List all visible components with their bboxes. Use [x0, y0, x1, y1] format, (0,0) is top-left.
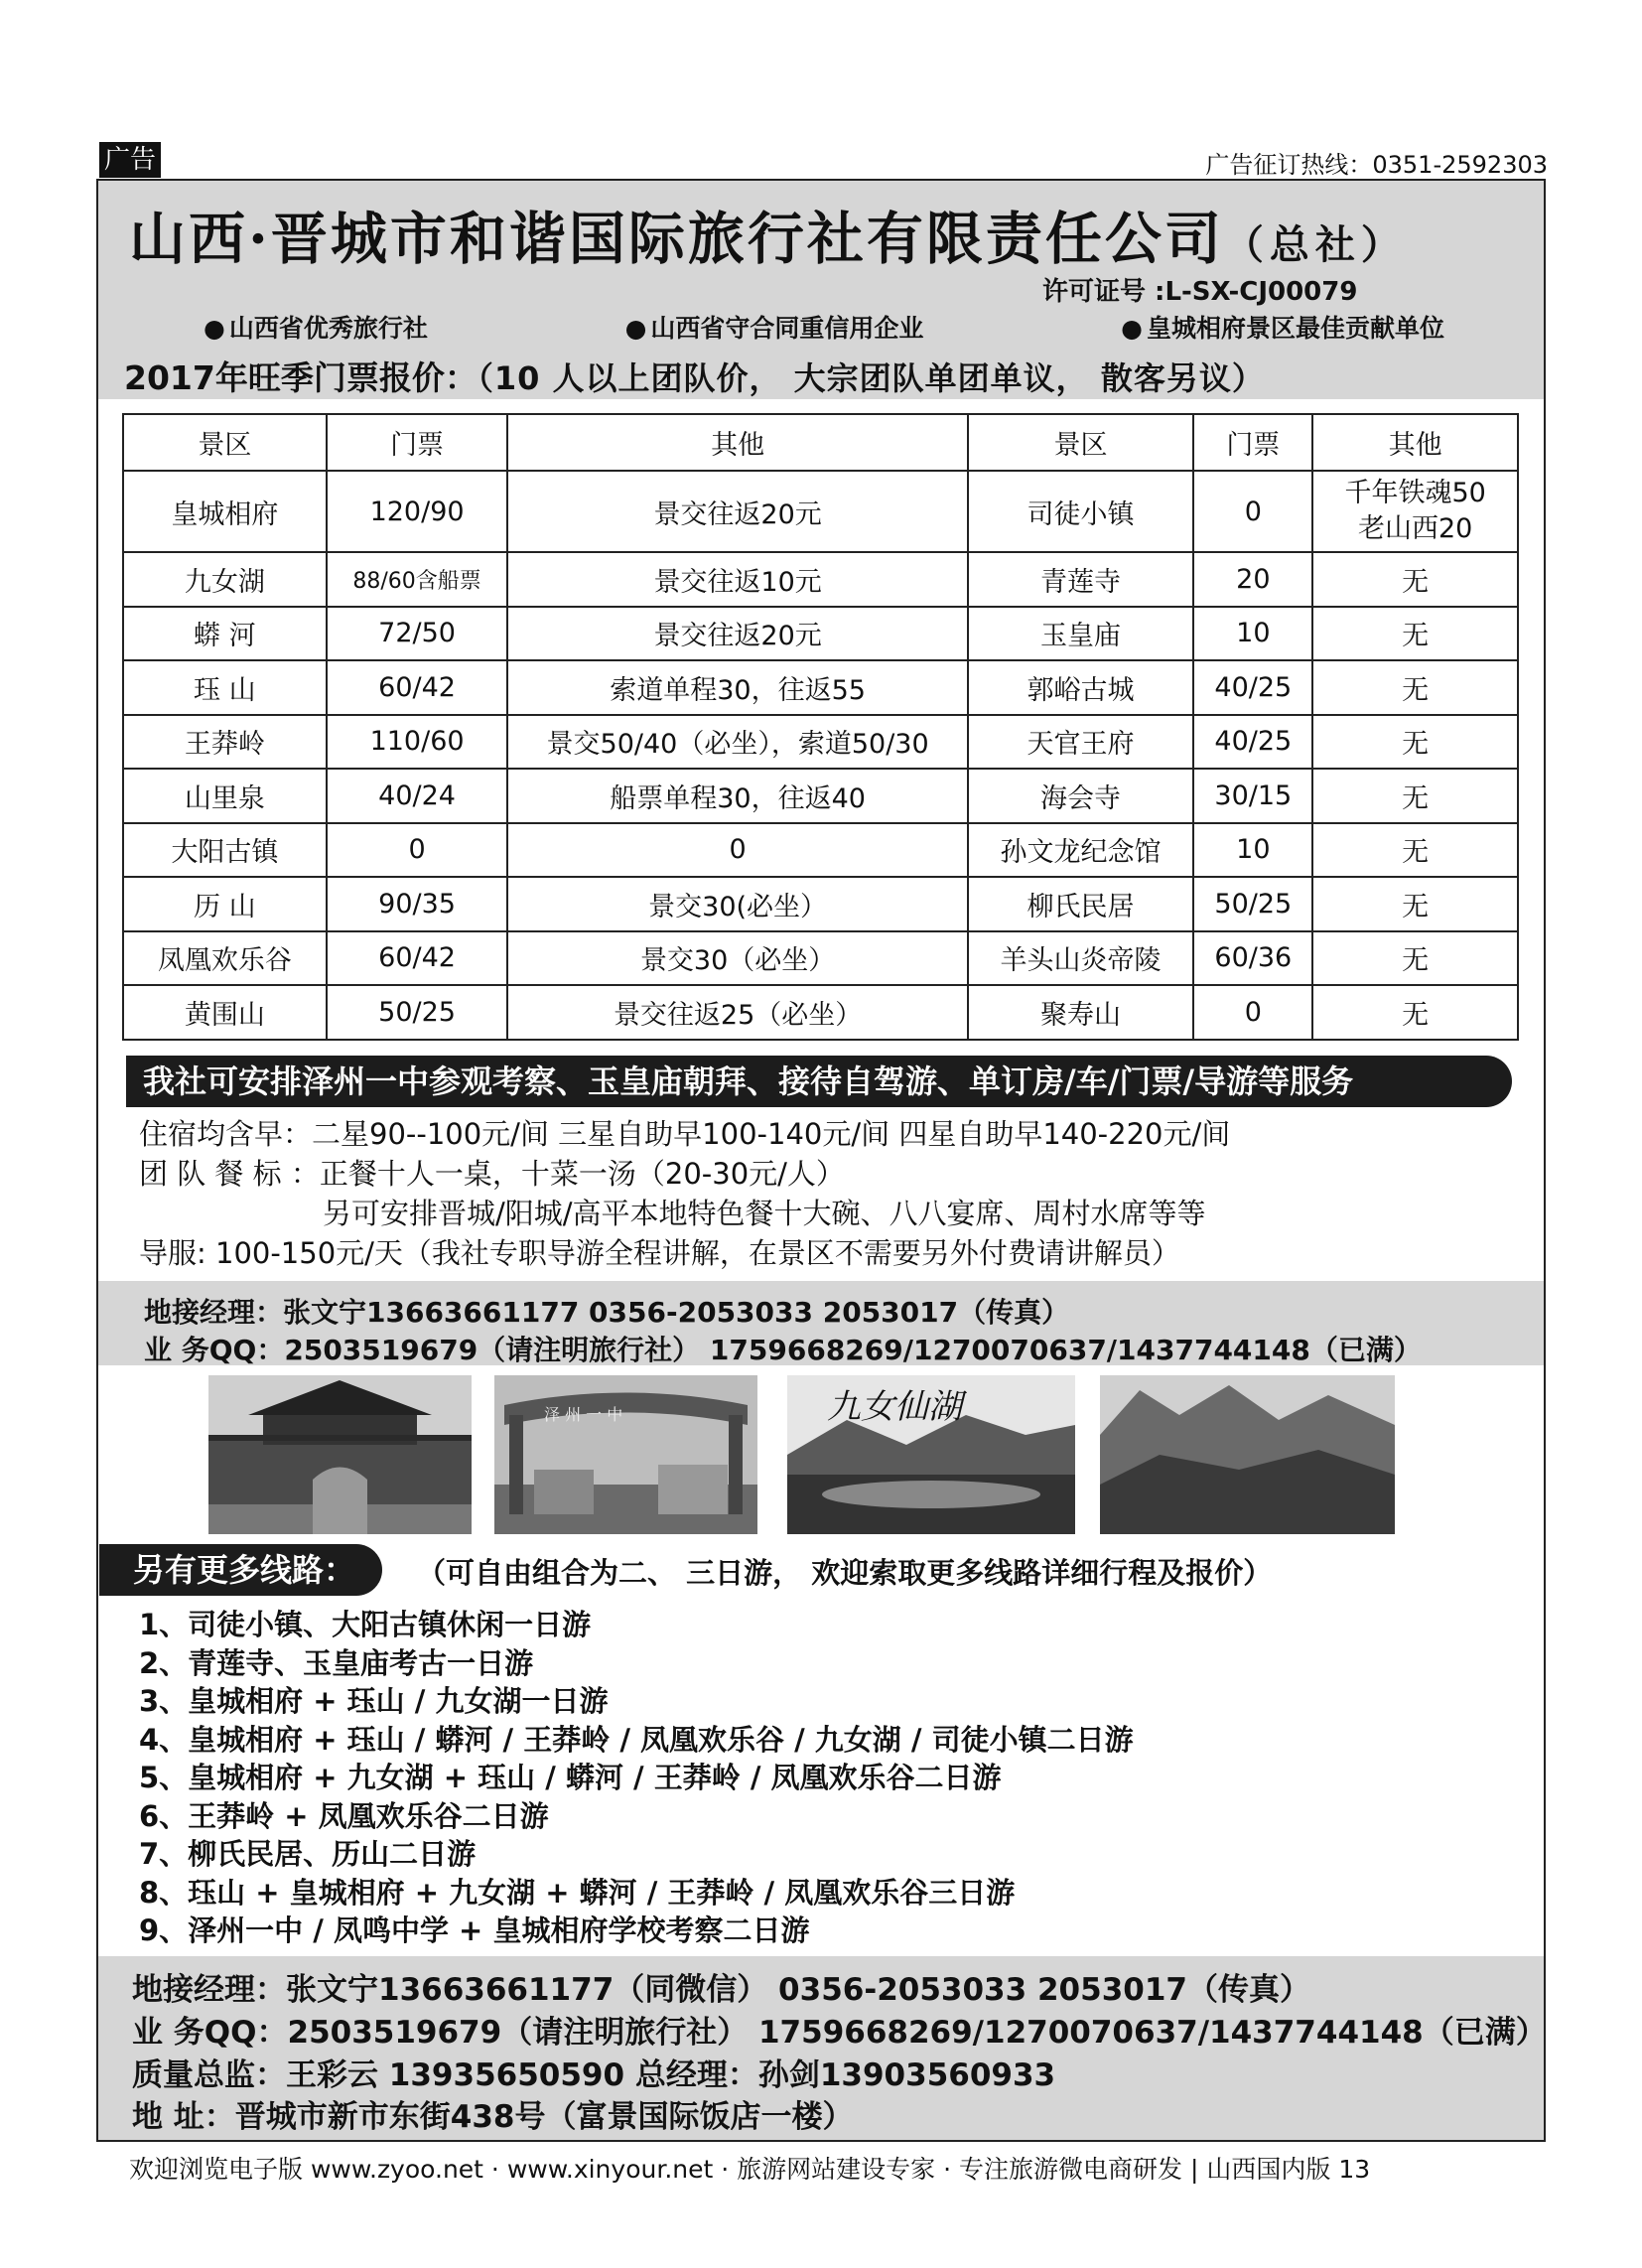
table-cell: 30/15	[1193, 769, 1312, 823]
address: 地 址：晋城市新市东街438号（富景国际饭店一楼）	[132, 2099, 854, 2135]
route-item: 5、皇城相府 + 九女湖 + 珏山 / 蟒河 / 王莽岭 / 凤凰欢乐谷二日游	[139, 1761, 1002, 1794]
table-cell: 景交50/40（必坐），索道50/30	[507, 715, 967, 770]
table-cell: 凤凰欢乐谷	[123, 931, 327, 986]
table-cell: 景交往返25（必坐）	[507, 985, 967, 1040]
routes-list	[139, 1606, 1134, 1950]
license-number: 许可证号 :L-SX-CJ00079	[1042, 277, 1358, 307]
table-row	[123, 769, 1518, 823]
table-cell: 无	[1312, 607, 1518, 661]
route-item: 6、王莽岭 + 凤凰欢乐谷二日游	[139, 1798, 549, 1833]
table-cell: 皇城相府	[123, 471, 327, 552]
lodging-info: 住宿均含早：二星90--100元/间 三星自助早100-140元/间 四星自助早140-220元/间	[139, 1117, 1231, 1151]
guide-info: 导服: 100-150元/天（我社专职导游全程讲解，在景区不需要另外付费请讲解员）	[139, 1236, 1180, 1270]
routes-note: （可自由组合为二、 三日游， 欢迎索取更多线路详细行程及报价）	[417, 1556, 1273, 1590]
table-cell: 天官王府	[968, 715, 1194, 770]
table-cell: 景交30（必坐）	[507, 931, 967, 986]
ticket-price-table	[122, 413, 1519, 1041]
table-cell: 无	[1312, 931, 1518, 986]
table-cell: 10	[1193, 607, 1312, 661]
table-cell: 无	[1312, 823, 1518, 878]
route-item: 2、青莲寺、玉皇庙考古一日游	[139, 1645, 534, 1680]
table-cell: 10	[1193, 823, 1312, 878]
table-cell: 无	[1312, 985, 1518, 1040]
table-cell: 海会寺	[968, 769, 1194, 823]
table-cell: 0	[1193, 985, 1312, 1040]
meals-label: 团 队 餐 标 ：	[139, 1157, 320, 1191]
route-item: 7、柳氏民居、历山二日游	[139, 1837, 477, 1871]
table-row	[123, 985, 1518, 1040]
honor-item: ● 皇城相府景区最佳贡献单位	[1121, 309, 1444, 345]
table-cell: 90/35	[327, 877, 508, 931]
table-cell: 景交30(必坐）	[507, 877, 967, 931]
footer	[129, 2150, 1370, 2186]
table-row	[123, 877, 1518, 931]
table-cell: 60/36	[1193, 931, 1312, 986]
table-cell: 60/42	[327, 931, 508, 986]
qq-contact: 业 务QQ：2503519679（请注明旅行社） 1759668269/1270070637/1437744148（已满）	[144, 1334, 1422, 1366]
table-cell: 山里泉	[123, 769, 327, 823]
meals-extra: 另可安排晋城/阳城/高平本地特色餐十大碗、八八宴席、周村水席等等	[323, 1197, 1206, 1230]
column-header: 景区	[123, 414, 327, 471]
column-header: 门票	[327, 414, 508, 471]
column-header: 其他	[1312, 414, 1518, 471]
table-cell: 0	[507, 823, 967, 878]
table-row	[123, 552, 1518, 607]
table-cell: 索道单程30，往返55	[507, 660, 967, 715]
table-header-row	[123, 414, 1518, 471]
table-cell: 40/25	[1193, 715, 1312, 770]
table-cell: 景交往返20元	[507, 471, 967, 552]
company-name	[129, 194, 1407, 275]
table-cell: 九女湖	[123, 552, 327, 607]
table-cell: 王莽岭	[123, 715, 327, 770]
table-cell: 珏 山	[123, 660, 327, 715]
table-cell: 玉皇庙	[968, 607, 1194, 661]
routes-heading: 另有更多线路：	[99, 1544, 382, 1596]
table-cell: 青莲寺	[968, 552, 1194, 607]
table-cell: 88/60含船票	[327, 552, 508, 607]
table-cell: 50/25	[1193, 877, 1312, 931]
price-title	[124, 353, 1265, 399]
honors-list	[204, 309, 1444, 345]
ad-label: 广告	[99, 142, 161, 178]
photo-mountains	[1100, 1375, 1395, 1534]
table-cell: 船票单程30，往返40	[507, 769, 967, 823]
footer-separator: |	[1189, 2155, 1199, 2184]
table-cell: 0	[1193, 471, 1312, 552]
company-name-text: 山西·晋城市和谐国际旅行社有限责任公司	[129, 206, 1224, 272]
column-header: 门票	[1193, 414, 1312, 471]
qq-contact-bottom: 业 务QQ：2503519679（请注明旅行社） 1759668269/1270070637/1437744148（已满）	[132, 2015, 1547, 2051]
table-cell: 景交往返20元	[507, 607, 967, 661]
meals-info	[139, 1152, 845, 1193]
table-cell: 110/60	[327, 715, 508, 770]
route-item: 3、皇城相府 + 珏山 / 九女湖一日游	[139, 1684, 609, 1718]
table-cell: 无	[1312, 877, 1518, 931]
table-row	[123, 715, 1518, 770]
column-header: 其他	[507, 414, 967, 471]
column-header: 景区	[968, 414, 1194, 471]
table-cell: 孙文龙纪念馆	[968, 823, 1194, 878]
table-row	[123, 471, 1518, 552]
photo-huangcheng-xiangfu	[208, 1375, 472, 1534]
table-cell: 60/42	[327, 660, 508, 715]
table-cell: 120/90	[327, 471, 508, 552]
services-banner: 我社可安排泽州一中参观考察、玉皇庙朝拜、接待自驾游、单订房/车/门票/导游等服务	[126, 1056, 1512, 1107]
table-row	[123, 823, 1518, 878]
table-cell: 0	[327, 823, 508, 878]
table-cell: 聚寿山	[968, 985, 1194, 1040]
price-title-main: 2017年旺季门票报价：	[124, 358, 478, 397]
route-item: 4、皇城相府 + 珏山 / 蟒河 / 王莽岭 / 凤凰欢乐谷 / 九女湖 / 司徒小镇二日游	[139, 1722, 1134, 1757]
table-cell: 40/25	[1193, 660, 1312, 715]
table-row	[123, 607, 1518, 661]
table-cell: 蟒 河	[123, 607, 327, 661]
quality-contact: 质量总监：王彩云 13935650590 总经理：孙剑13903560933	[132, 2057, 1056, 2093]
manager-contact: 地接经理：张文宁13663661177 0356-2053033 2053017（传真）	[144, 1296, 1070, 1329]
photo-caption: 九女仙湖	[827, 1387, 962, 1427]
table-cell: 历 山	[123, 877, 327, 931]
table-cell: 司徒小镇	[968, 471, 1194, 552]
table-cell: 50/25	[327, 985, 508, 1040]
table-cell: 大阳古镇	[123, 823, 327, 878]
company-suffix: （总社）	[1223, 221, 1407, 268]
table-row	[123, 660, 1518, 715]
table-cell: 无	[1312, 660, 1518, 715]
photo-zezhou-school	[494, 1375, 757, 1534]
table-cell: 柳氏民居	[968, 877, 1194, 931]
ad-hotline: 广告征订热线：0351-2592303	[1205, 151, 1548, 179]
table-cell: 黄围山	[123, 985, 327, 1040]
table-cell: 20	[1193, 552, 1312, 607]
table-cell: 40/24	[327, 769, 508, 823]
footer-page: 山西国内版 13	[1206, 2155, 1371, 2184]
table-cell: 无	[1312, 552, 1518, 607]
table-cell: 羊头山炎帝陵	[968, 931, 1194, 986]
route-item: 1、司徒小镇、大阳古镇休闲一日游	[139, 1608, 592, 1641]
footer-sites: 欢迎浏览电子版 www.zyoo.net · www.xinyour.net · 旅游网站建设专家 · 专注旅游微电商研发	[129, 2155, 1182, 2184]
table-cell: 无	[1312, 715, 1518, 770]
table-cell: 72/50	[327, 607, 508, 661]
photo-caption: 泽 州 一 中	[544, 1405, 623, 1424]
price-title-note: （10 人以上团队价， 大宗团队单团单议， 散客另议）	[477, 359, 1265, 397]
photo-jiunv-lake	[787, 1375, 1075, 1534]
table-cell: 郭峪古城	[968, 660, 1194, 715]
meals-standard: 正餐十人一桌，十菜一汤（20-30元/人）	[319, 1157, 845, 1191]
table-cell: 千年铁魂50 老山西20	[1312, 471, 1518, 552]
manager-contact-bottom: 地接经理：张文宁13663661177（同微信） 0356-2053033 2053017（传真）	[132, 1972, 1310, 2008]
table-cell: 景交往返10元	[507, 552, 967, 607]
route-item: 8、珏山 + 皇城相府 + 九女湖 + 蟒河 / 王莽岭 / 凤凰欢乐谷三日游	[139, 1875, 1016, 1910]
table-row	[123, 931, 1518, 986]
honor-item: ● 山西省守合同重信用企业	[625, 309, 924, 345]
table-cell: 无	[1312, 769, 1518, 823]
honor-item: ● 山西省优秀旅行社	[204, 309, 428, 345]
route-item: 9、泽州一中 / 凤鸣中学 + 皇城相府学校考察二日游	[139, 1914, 810, 1947]
